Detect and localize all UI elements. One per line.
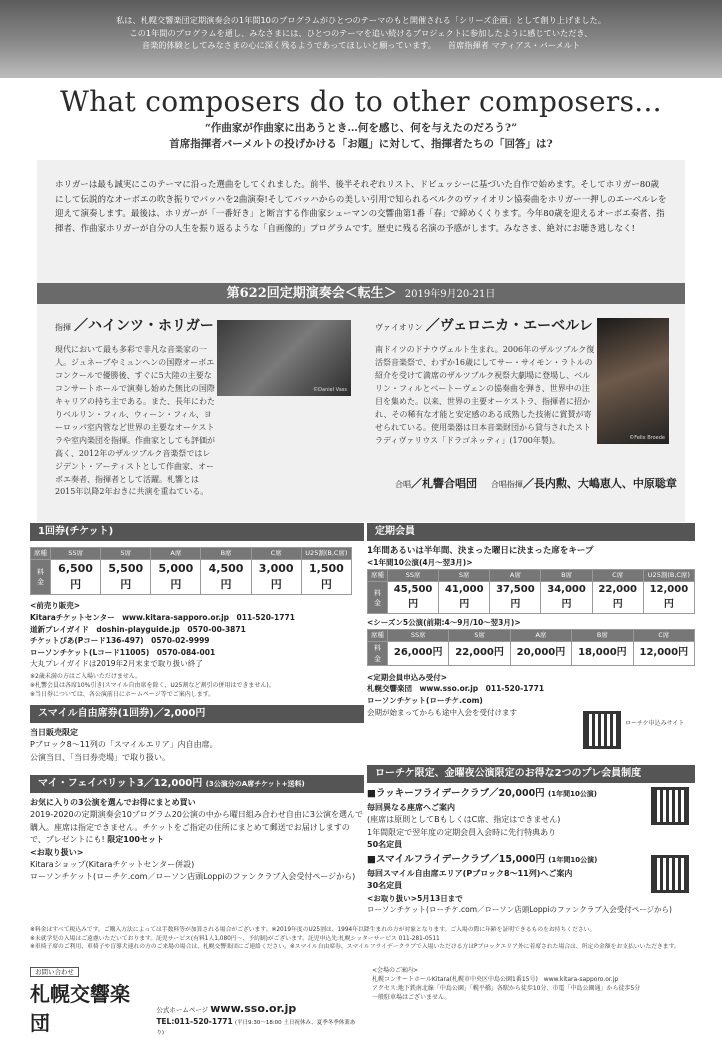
signature-name: マティアス・バーメルト [491, 40, 581, 51]
conductor-role: 指揮 [55, 323, 71, 332]
smile-ticket-box [30, 705, 364, 764]
favorite-line-1: お気に入りの3公演を選んでお得にまとめ買い [30, 798, 196, 807]
lucky-line-4: 50名定員 [367, 839, 403, 849]
qr-code-icon[interactable] [651, 787, 689, 825]
col-header: A席 [151, 548, 201, 560]
smile-club-line-1: 毎回スマイル自由席エリア(Pブロック8～11列)へご案内 [367, 869, 573, 878]
signature-role: 首席指揮者 [447, 40, 489, 51]
single-notes [30, 672, 364, 699]
favorite-heading-note: (3公演分のA席チケット+送料) [205, 780, 305, 788]
footer-note: ※料金はすべて税込みです。ご購入方法によっては手数料等が加算される場合がございます。※2019年度のU25割は、1994年以降生まれの方が対象となります。ご入場の際に年齢を証明できるものをお持ちください。 [30, 927, 596, 933]
price-cell: 41,000円 [439, 582, 490, 614]
conductor-photo-credit: ©Daniel Vass [313, 386, 347, 393]
qr-code-icon[interactable] [583, 711, 621, 749]
favorite-limit: 限定100セット [107, 835, 164, 845]
col-header: SS席 [388, 569, 439, 581]
col-header: B席 [541, 569, 592, 581]
col-header: U25割(B,C席) [643, 569, 694, 581]
favorite-heading: マイ・フェイバリット3／12,000円 (3公演分のA席チケット+送料) [30, 775, 364, 793]
col-header: C席 [251, 548, 301, 560]
conductor-bio-text: 現代において最も多彩で非凡な音楽家の一人。ジュネーブやミュンヘンの国際オーボエコンクールで優勝後、すぐに5大陸の主要なコンサートホールで演奏し始めた無比の国際キャリアの持ち主である。また、長年にわたりベルリン・フィル、ウィーン・フィル、ヨーロッパ室内管など世界の主要なオーケストラや室内楽団を指揮。作曲家としても評価が高く、2012年のザルツブルク音楽祭ではレジデント・アーティストとして作曲家、オーボエ奏者、指揮者として活躍。札響とは2015年以降2年おきに共演を重ねている。 [55, 345, 215, 497]
col-header: 席種 [31, 548, 51, 560]
footer-note: ※車椅子席のご利用、車椅子や盲導犬連れの方のご来場の場合は、札幌交響楽団にご連絡ください。※スマイル自由席券、スマイルフライデークラブで入場いただける方はPブロックエリア外に着席された場合は、所定の金額をお支払いいただきます。 [30, 944, 680, 951]
col-header: 席種 [368, 629, 388, 641]
season-lead: 1年間あるいは半年間、決まった曜日に決まった席をキープ [367, 546, 594, 556]
single-ticket-box [30, 523, 364, 699]
header-line-1: 私は、札幌交響楽団定期演奏会の1年間10のプログラムがひとつのテーマのもと開催される「シリーズ企画」として創り上げました。 [116, 15, 606, 25]
venue-line-3: 一般駐車場はございません。 [372, 994, 451, 1001]
price-cell: 6,500円 [51, 560, 101, 595]
single-price-table [30, 547, 352, 595]
price-cell: 26,000円 [388, 642, 449, 665]
col-header: S席 [449, 629, 510, 641]
club-box [367, 765, 695, 916]
lucky-club-note: (1年間10公演) [548, 790, 598, 798]
header-message [0, 0, 722, 78]
smile-line-2: Pブロック8～11列の「スマイルエリア」内自由席。 [30, 740, 218, 750]
smile-ticket-heading: スマイル自由席券(1回券)／2,000円 [30, 705, 364, 723]
intro-text: ホリガーは最も誠実にこのテーマに沿った選曲をしてくれました。前半、後半それぞれリスト、ドビュッシーに基づいた自作で始めます。そしてホリガー80歳にして伝説的なオーボエの吹き振りでバッハを2曲演奏!そしてバッハからの美しい引用で知られるベルクのヴァイオリン協奏曲をホリガー一押しのエーベルレを迎えて演奏します。最後は、ホリガーが「一番好き」と断言する作曲家シューマンの交響曲第1番「春」で締めくくります。今年80歳を迎えるオーボエ奏者、指揮者、作曲家ホリガーが自分の人生を振り返るような「自画像的」プログラムです。歴史に残る名演の予感がします。みなさま、絶対にお聴き逃しなく! [55, 180, 667, 234]
favorite-outlet-2: ローソンチケット(ローチケ.com／ローソン店頭Loppiのファンクラブ入会受付ページから) [30, 872, 356, 882]
season-apply-2: ローソンチケット(ローチケ.com) [367, 695, 483, 705]
favorite-outlets-title: <お取り扱い> [30, 847, 84, 857]
venue-line-1: 札幌コンサートホールKitara(札幌市中央区中島公園1番15号) www.kitara-sapporo.or.jp [372, 976, 619, 983]
chorus-line: 合唱／札響合唱団 合唱指揮／長内勲、大嶋恵人、中原聡章 [395, 477, 677, 490]
smile-line-3: 公演当日、「当日券売場」で取り扱い。 [30, 752, 170, 762]
price-cell: 5,000円 [151, 560, 201, 595]
row-header: 料金 [368, 642, 388, 665]
website-link[interactable]: www.sso.or.jp [210, 1002, 297, 1016]
smile-club-note: (1年間10公演) [548, 856, 598, 865]
col-header: A席 [490, 569, 541, 581]
lucky-line-3: 1年間限定で翌年度の定期会員入会時に先行特典あり [367, 827, 557, 837]
footer-note: ※未就学児の入場はご遠慮いただいております。託児サービス(有料1人1,080円～、予約制)がございます。託児申込先:札幌シッターサービス 011-281-0511 [30, 935, 440, 942]
conductor-block: 指揮 ／ハインツ・ホリガー [55, 318, 214, 334]
violinist-photo [597, 318, 669, 444]
concert-section [37, 160, 685, 522]
qr-code-icon[interactable] [651, 855, 689, 893]
web-label: 公式ホームページ [156, 1006, 209, 1015]
season-apply [367, 672, 577, 719]
subtitle [0, 120, 722, 153]
concert-date: 2019年9月20-21日 [404, 289, 496, 300]
lucky-club-title: ■ラッキーフライデークラブ／20,000円 (1年間10公演) [367, 788, 598, 799]
season-price-table-1 [367, 569, 695, 614]
header-line-2: この1年間のプログラムを通し、みなさまには、ひとつのテーマを追い続けるプロジェクトに参加したように感じていただき、 [129, 27, 593, 38]
presale-list [30, 600, 364, 670]
page-title: What composers do to other composers... [60, 85, 662, 118]
violinist-role: ヴァイオリン [375, 323, 423, 332]
chorus-master-value: 長内勲、大嶋恵人、中原聡章 [533, 477, 677, 490]
season-box [367, 523, 695, 727]
col-header: S席 [101, 548, 151, 560]
price-cell: 1,500円 [301, 560, 351, 595]
col-header: SS席 [51, 548, 101, 560]
row-header: 料金 [368, 582, 388, 614]
price-cell: 4,500円 [201, 560, 251, 595]
outlet-item: Kitaraチケットセンター www.kitara-sapporo.or.jp 011-520-1771 [30, 612, 295, 622]
qr-label: ローチケ申込みサイト [625, 720, 685, 727]
single-ticket-heading: 1回券(チケット) [30, 523, 364, 541]
lucky-line-2: (座席は原則としてBもしくはC席、指定はできません) [367, 815, 561, 825]
smile-club-title: ■スマイルフライデークラブ／15,000円 (1年間10公演) [367, 854, 598, 866]
col-header: B席 [572, 629, 633, 641]
violinist-block: ヴァイオリン ／ヴェロニカ・エーベルレ [375, 318, 593, 334]
season-apply-3: 会期が始まってからも途中入会を受付けます [367, 707, 517, 717]
footer-notes [30, 926, 692, 952]
chorus-value: 札響合唱団 [422, 477, 477, 490]
favorite-box [30, 775, 364, 884]
outlet-item: ローソンチケット(Lコード11005) 0570-084-001 [30, 647, 216, 657]
price-cell: 18,000円 [572, 642, 633, 665]
price-cell: 3,000円 [251, 560, 301, 595]
contact-hours: (平日9:30～18:00 土日祝休み、夏季冬季休業あり) [156, 1020, 356, 1037]
col-header: S席 [439, 569, 490, 581]
row-header: 料金 [31, 560, 51, 595]
venue-title: <会場のご案内> [372, 967, 419, 974]
price-cell: 12,000円 [633, 642, 694, 665]
season-heading: 定期会員 [367, 523, 695, 541]
price-cell: 20,000円 [510, 642, 571, 665]
price-cell: 34,000円 [541, 582, 592, 614]
violinist-bio: 南ドイツのドナウヴェルト生まれ。2006年のザルツブルク復活祭音楽祭で、わずか16歳にしてサー・サイモン・ラトルの紹介を受けて満席のザルツブルク祝祭大劇場に登場し、ベルリン・フィルとベートーヴェンの協奏曲を弾き、世界中の注目を集めた。以来、世界の主要オーケストラ、指揮者に招かれ、その稀有な才能と安定感のある成熟した技術に賞賛が寄せられている。使用楽器は日本音楽財団から貸与されたストラディヴァリウス「ドラゴネッティ」(1700年製)。 [375, 345, 595, 445]
concert-banner [37, 283, 685, 304]
conductor-bio [55, 344, 355, 499]
contact-tel: TEL:011-520-1771 [156, 1017, 233, 1027]
col-header: C席 [633, 629, 694, 641]
contact-label: お問い合わせ [30, 967, 79, 977]
col-header: A席 [510, 629, 571, 641]
price-cell: 22,000円 [449, 642, 510, 665]
contact-block [30, 966, 360, 1038]
club-outlet: ローソンチケット(ローチケ.com／ローソン店頭Loppiのファンクラブ入会受付ページから) [367, 905, 672, 915]
price-cell: 37,500円 [490, 582, 541, 614]
col-header: 席種 [368, 569, 388, 581]
note: ※札響会員は各席10%引き(スマイル自由席を除く、U25割など割引の併用はできません)。 [30, 682, 275, 690]
favorite-line-2: 2019-2020の定期演奏会10プログラム20公演の中から曜日組み合わせ自由に3公演を選んで購入。座席は指定できません。チケットをご指定の住所にまとめて郵送でお届けしますので、プレゼントにも! [30, 810, 363, 845]
season-price-table-2 [367, 629, 695, 666]
season-apply-1: 札幌交響楽団 www.sso.or.jp 011-520-1771 [367, 684, 545, 694]
lucky-line-1: 毎回異なる座席へご案内 [367, 802, 455, 812]
outlet-item: チケットぴあ(Pコード136-497) 0570-02-9999 [30, 636, 210, 646]
season-apply-title: <定期会員申込み受付> [367, 672, 448, 682]
outlet-item: 道新プレイガイド doshin-playguide.jp 0570-00-3871 [30, 624, 246, 634]
violinist-name: ヴェロニカ・エーベルレ [439, 318, 593, 334]
season-plan-1-title: <1年間10公演(4月～翌3月)> [367, 558, 473, 568]
header-line-3: 音楽的体験としてみなさまの心に深く残るようであってほしいと願っています。 首席指揮者 マティアス・バーメルト [141, 40, 581, 51]
note: ※2歳未満の方はご入場いただけません。 [30, 673, 142, 681]
subtitle-line-1: “作曲家が作曲家に出あうとき…何を感じ、何を与えたのだろう?” [204, 122, 518, 134]
favorite-outlet-1: Kitaraショップ(Kitaraチケットセンター併設) [30, 859, 195, 869]
price-cell: 12,000円 [643, 582, 694, 614]
smile-club-line-2: 30名定員 [367, 881, 403, 891]
price-cell: 45,500円 [388, 582, 439, 614]
price-cell: 5,500円 [101, 560, 151, 595]
price-cell: 22,000円 [592, 582, 643, 614]
presale-title: <前売り販売> [30, 601, 81, 611]
col-header: U25割(B,C席) [301, 548, 351, 560]
conductor-name: ハインツ・ホリガー [88, 318, 214, 334]
org-name: 札幌交響楽団 [30, 982, 130, 1036]
club-heading: ローチケ限定、金曜夜公演限定のお得な2つのプレ会員制度 [367, 765, 695, 783]
chorus-label: 合唱 [395, 480, 411, 489]
subtitle-line-2: 首席指揮者バーメルトの投げかける「お題」に対して、指揮者たちの「回答」は? [169, 138, 553, 151]
venue-block [372, 966, 692, 1002]
season-plan-2-title: <シーズン5公演(前期:4～9月/10～翌3月)> [367, 618, 521, 628]
venue-line-2: アクセス:地下鉄南北線「中島公園」「幌平橋」各駅から徒歩10分、市電「中島公園通」から徒歩5分 [372, 985, 641, 992]
smile-line-1: 当日販売限定 [30, 728, 78, 737]
col-header: B席 [201, 548, 251, 560]
chorus-master-label: 合唱指揮 [490, 480, 523, 489]
note: ※当日券については、各公演前日にホームページ等でご案内します。 [30, 691, 215, 699]
concert-title: 第622回定期演奏会＜転生＞ [226, 286, 397, 301]
violinist-photo-credit: ©Felix Broede [629, 434, 665, 441]
col-header: SS席 [388, 629, 449, 641]
col-header: C席 [592, 569, 643, 581]
club-period: <お取り扱い>5月13日まで [367, 893, 463, 903]
outlet-item: 大丸プレイガイドは2019年2月末まで取り扱い終了 [30, 659, 203, 669]
